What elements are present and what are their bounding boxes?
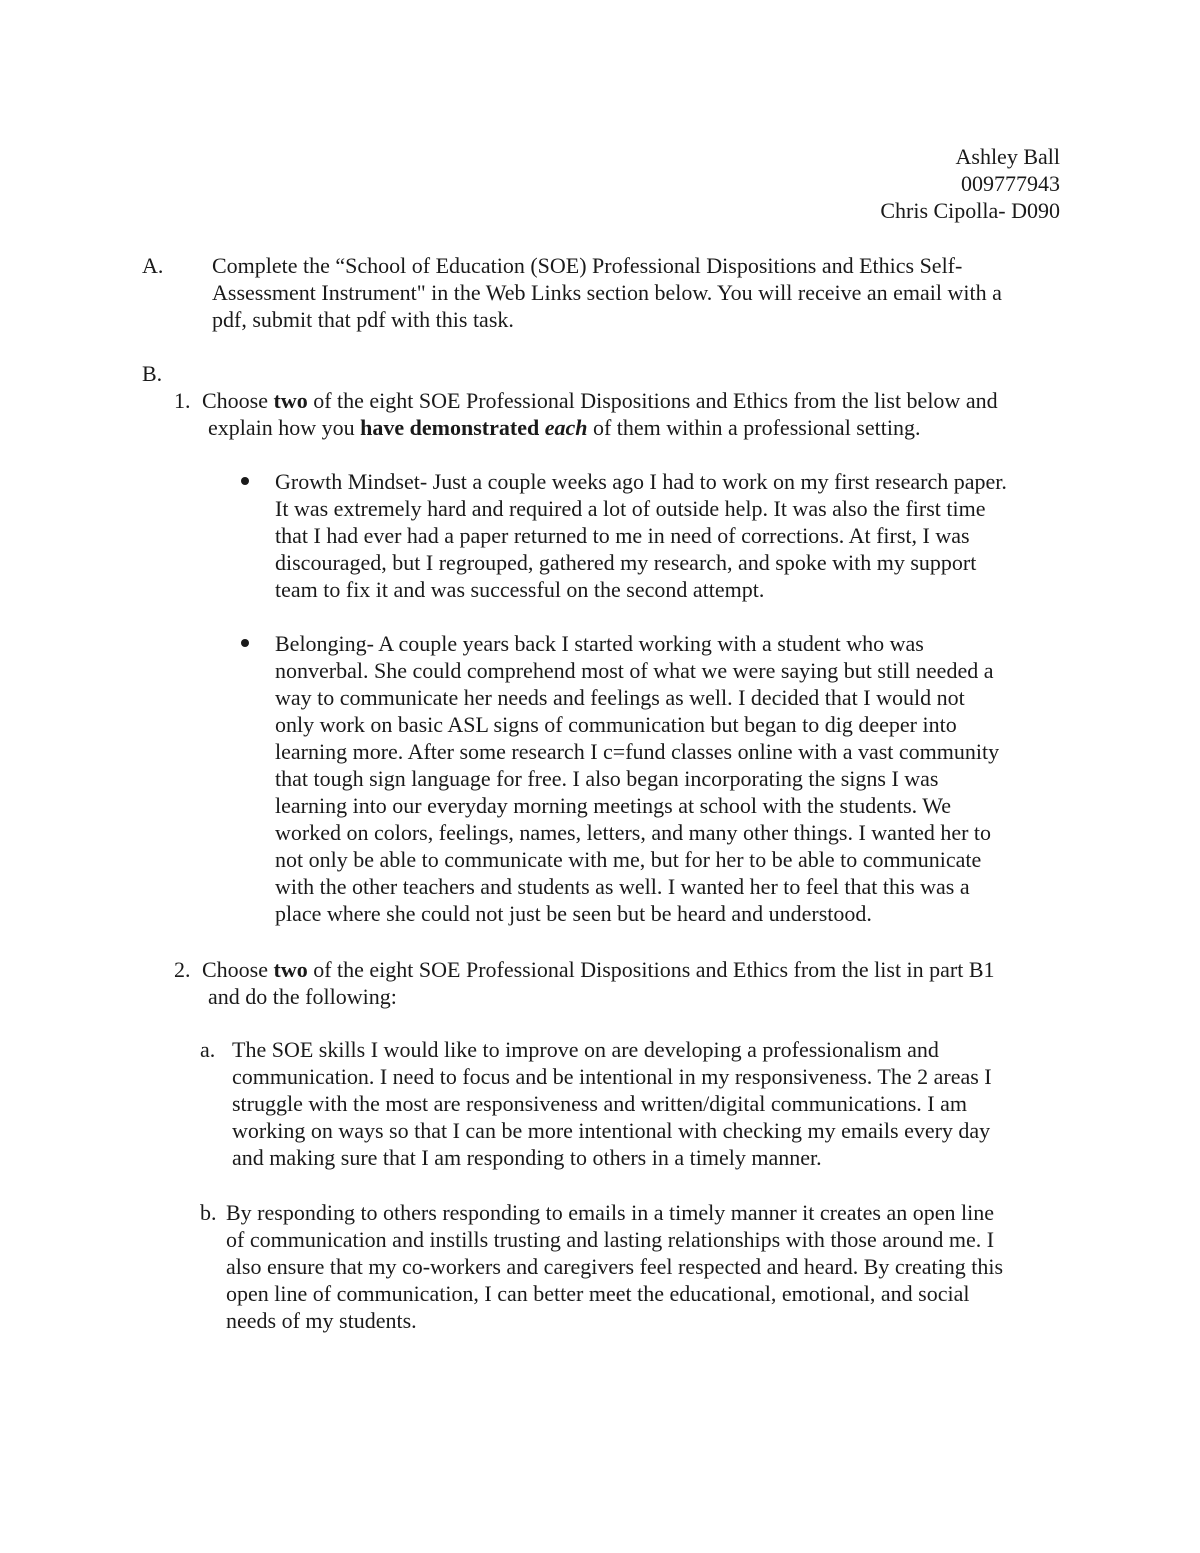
section-b-marker: B. (142, 361, 163, 386)
sub-b-marker: b. (200, 1200, 217, 1225)
bullet-1-line: discouraged, but I regrouped, gathered my research, and spoke with my support (275, 550, 977, 575)
section-a-marker: A. (142, 253, 164, 278)
section-a-line: Complete the “School of Education (SOE) Professional Dispositions and Ethics Self- (212, 253, 963, 278)
sub-b-line: By responding to others responding to emails in a timely manner it creates an open line (226, 1200, 994, 1225)
bullet-icon (241, 477, 249, 485)
bullet-2-line: learning more. After some research I c=fund classes online with a vast community (275, 739, 1000, 764)
bullet-1-line: team to fix it and was successful on the second attempt. (275, 577, 765, 602)
sub-b-line: open line of communication, I can better meet the educational, emotional, and social (226, 1281, 970, 1306)
bullet-icon (241, 639, 249, 647)
bullet-2-line: that tough sign language for free. I also began incorporating the signs I was (275, 766, 939, 791)
sub-a-marker: a. (200, 1037, 216, 1062)
bullet-2-line: not only be able to communicate with me, but for her to be able to communicate (275, 847, 982, 872)
sub-b-line: needs of my students. (226, 1308, 417, 1333)
bullet-1-line: Growth Mindset- Just a couple weeks ago I had to work on my first research paper. (275, 469, 1007, 494)
sub-b-line: of communication and instills trusting and lasting relationships with those around me. I (226, 1227, 995, 1252)
section-a-line: Assessment Instrument" in the Web Links section below. You will receive an email with a (212, 280, 1002, 305)
bullet-2-line: place where she could not just be seen but be heard and understood. (275, 901, 872, 926)
sub-a-line: working on ways so that I can be more intentional with checking my emails every day (232, 1118, 991, 1143)
sub-a-line: and making sure that I am responding to others in a timely manner. (232, 1145, 822, 1170)
sub-a-line: struggle with the most are responsiveness and written/digital communications. I am (232, 1091, 968, 1116)
bullet-2-line: Belonging- A couple years back I started working with a student who was (275, 631, 924, 656)
bullet-1-line: It was extremely hard and required a lot of outside help. It was also the first time (275, 496, 986, 521)
item-2-line-1: Choose two of the eight SOE Professional Dispositions and Ethics from the list in part B1 (202, 957, 995, 982)
bullet-2-line: with the other teachers and students as well. I wanted her to feel that this was a (275, 874, 970, 899)
student-id: 009777943 (961, 171, 1060, 196)
instructor-course: Chris Cipolla- D090 (880, 198, 1060, 223)
item-1-marker: 1. (174, 388, 191, 413)
section-a-line: pdf, submit that pdf with this task. (212, 307, 514, 332)
bullet-2-line: nonverbal. She could comprehend most of what we were saying but still needed a (275, 658, 994, 683)
bullet-2-line: only work on basic ASL signs of communication but began to dig deeper into (275, 712, 957, 737)
sub-b-line: also ensure that my co-workers and caregivers feel respected and heard. By creating this (226, 1254, 1004, 1279)
sub-a-line: The SOE skills I would like to improve on are developing a professionalism and (232, 1037, 939, 1062)
bullet-2-line: worked on colors, feelings, names, letters, and many other things. I wanted her to (275, 820, 992, 845)
item-1-line-1: Choose two of the eight SOE Professional Dispositions and Ethics from the list below and (202, 388, 998, 413)
bullet-2-line: learning into our everyday morning meetings at school with the students. We (275, 793, 952, 818)
sub-a-line: communication. I need to focus and be intentional in my responsiveness. The 2 areas I (232, 1064, 992, 1089)
item-2-marker: 2. (174, 957, 191, 982)
bullet-1-line: that I had ever had a paper returned to me in need of corrections. At first, I was (275, 523, 970, 548)
author-name: Ashley Ball (955, 144, 1060, 169)
item-2-line-2: and do the following: (208, 984, 397, 1009)
bullet-2-line: way to communicate her needs and feelings as well. I decided that I would not (275, 685, 965, 710)
item-1-line-2: explain how you have demonstrated each of them within a professional setting. (208, 415, 921, 440)
